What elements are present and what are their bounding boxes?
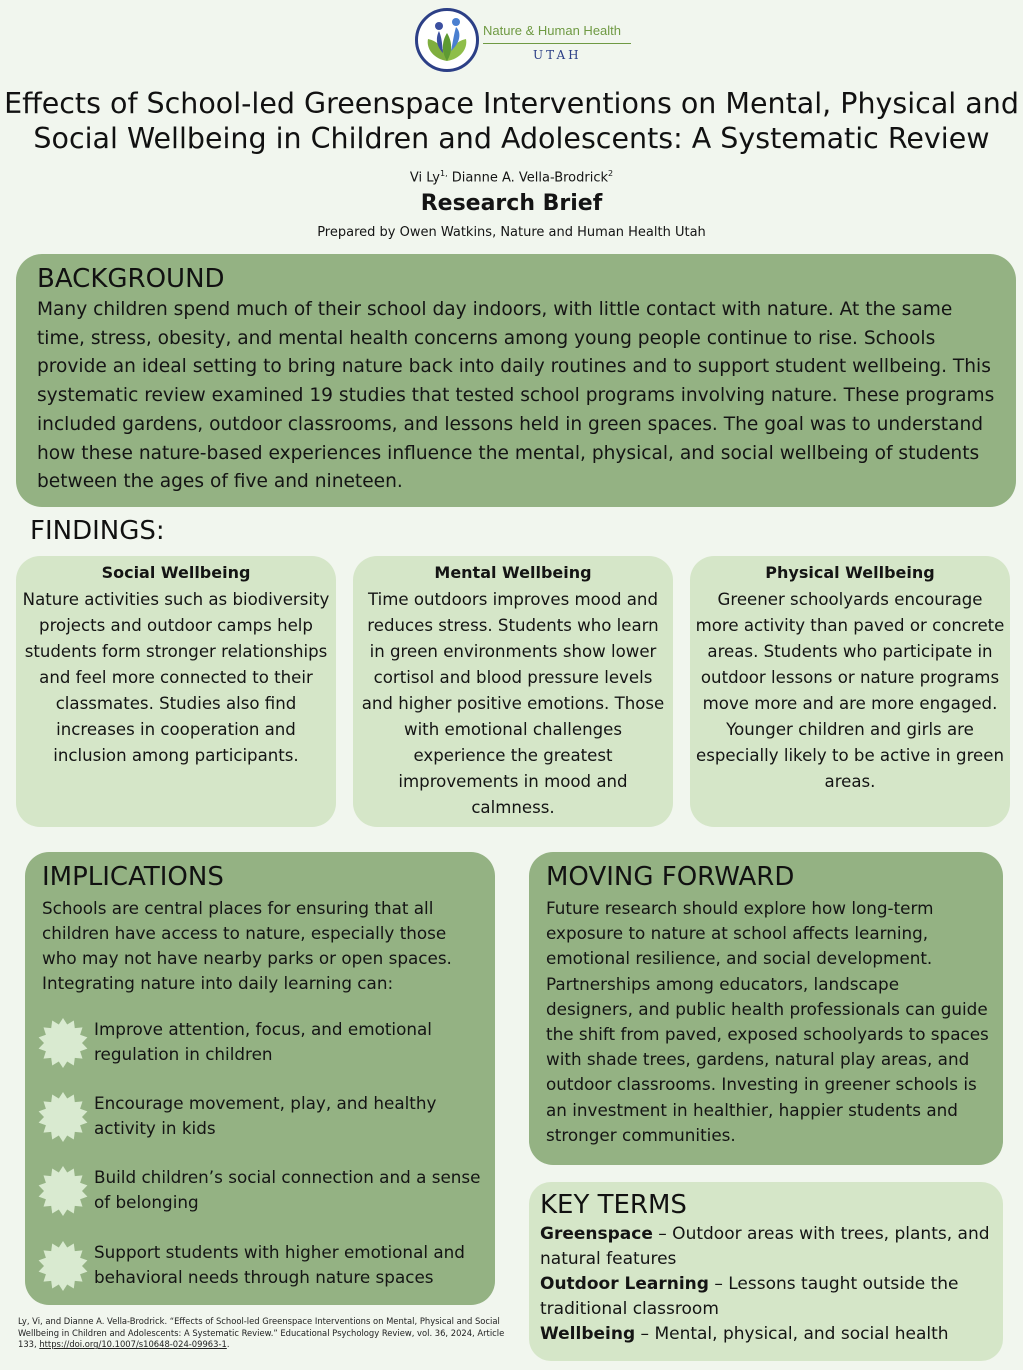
findings-heading: FINDINGS: xyxy=(30,516,165,546)
finding-card-physical xyxy=(690,556,1010,827)
implications-section xyxy=(25,852,495,1305)
finding-card-title: Physical Wellbeing xyxy=(765,563,935,582)
finding-card-social xyxy=(16,556,336,827)
key-terms-section xyxy=(529,1182,1003,1361)
citation-text: Ly, Vi, and Dianne A. Vella-Brodrick. “Effects of School-led Greenspace Interventions on Mental, Physical and Social Wellbeing in Children and Adolescents: A Systematic Review.” Educational Psychology Review, vol. 36, 2024, Article 133, xyxy=(18,1316,505,1350)
logo-emblem-icon xyxy=(415,8,479,72)
implication-text: Build children’s social connection and a sense of belonging xyxy=(94,1167,481,1212)
implication-text: Encourage movement, play, and healthy activity in kids xyxy=(94,1093,437,1138)
moving-forward-section xyxy=(529,852,1003,1165)
background-section xyxy=(16,254,1016,507)
authors xyxy=(0,169,1023,185)
org-state: UTAH xyxy=(533,48,582,62)
finding-card-body: Greener schoolyards encourage more activity than paved or concrete areas. Students who participate in outdoor lessons or nature programs move more and are more engaged. Younger children and girls are especially likely to be active in green areas. xyxy=(695,590,1005,791)
org-name-divider xyxy=(483,43,631,44)
author-1: Vi Ly xyxy=(409,170,440,186)
moving-forward-heading: MOVING FORWARD xyxy=(546,862,795,892)
key-term-item xyxy=(540,1222,991,1272)
moving-forward-body: Future research should explore how long-term exposure to nature at school affects learning, emotional resilience, and social development. Partnerships among educators, landscape designers, and public health professionals can guide the shift from paved, exposed schoolyards to spaces with shade trees, gardens, natural play areas, and outdoor classrooms. Investing in greener schools is an investment in healthier, happier students and stronger communities. xyxy=(546,898,989,1145)
org-logo xyxy=(415,8,640,80)
finding-card-body: Time outdoors improves mood and reduces stress. Students who learn in green environments show lower cortisol and blood pressure levels and higher positive emotions. Those with emotional challenges experience the greatest improvements in mood and calmness. xyxy=(361,590,665,817)
author-2-affiliation: 2 xyxy=(608,169,614,178)
key-term-name: Wellbeing xyxy=(540,1324,636,1344)
key-term-definition: – Outdoor areas with trees, plants, and natural features xyxy=(540,1224,990,1269)
finding-card-body: Nature activities such as biodiversity projects and outdoor camps help students form stronger relationships and feel more connected to their classmates. Studies also find increases in cooperation and inclusion among participants. xyxy=(22,590,330,765)
author-2: Dianne A. Vella-Brodrick xyxy=(451,170,609,186)
key-term-name: Outdoor Learning xyxy=(540,1274,709,1294)
key-term-name: Greenspace xyxy=(540,1224,653,1244)
brief-title: Research Brief xyxy=(420,191,603,216)
background-body: Many children spend much of their school day indoors, with little contact with nature. At the same time, stress, obesity, and mental health concerns among young people continue to rise. Schools provide an ideal setting to bring nature back into daily routines and to support student wellbeing. This systematic review examined 19 studies that tested school programs involving nature. These programs included gardens, outdoor classrooms, and lessons held in green spaces. The goal was to understand how these nature-based experiences influence the mental, physical, and social wellbeing of students between the ages of five and nineteen. xyxy=(37,299,995,493)
citation xyxy=(18,1316,508,1351)
finding-card-title: Social Wellbeing xyxy=(101,563,251,582)
implication-text: Improve attention, focus, and emotional regulation in children xyxy=(94,1019,432,1064)
page-title-line-2: Social Wellbeing in Children and Adolescents: A Systematic Review xyxy=(33,122,990,155)
page-title xyxy=(0,86,1023,156)
key-term-item xyxy=(540,1272,991,1322)
background-heading: BACKGROUND xyxy=(37,264,225,294)
finding-card-title: Mental Wellbeing xyxy=(434,563,592,582)
starburst-icon xyxy=(37,1017,89,1069)
org-name: Nature & Human Health xyxy=(483,23,622,38)
starburst-icon xyxy=(37,1165,89,1217)
starburst-icon xyxy=(37,1240,89,1292)
author-1-affiliation: 1, xyxy=(439,169,448,178)
starburst-icon xyxy=(37,1091,89,1143)
citation-end: . xyxy=(226,1339,230,1350)
key-terms-heading: KEY TERMS xyxy=(540,1190,687,1220)
page-title-line-1: Effects of School-led Greenspace Interventions on Mental, Physical and xyxy=(4,87,1019,120)
prepared-by: Prepared by Owen Watkins, Nature and Human Health Utah xyxy=(317,225,706,240)
key-term-definition: – Mental, physical, and social health xyxy=(635,1324,949,1344)
key-term-item xyxy=(540,1322,991,1347)
key-term-definition: – Lessons taught outside the traditional classroom xyxy=(540,1274,959,1319)
implication-text: Support students with higher emotional and behavioral needs through nature spaces xyxy=(94,1242,465,1287)
finding-card-mental xyxy=(353,556,673,827)
implications-intro: Schools are central places for ensuring that all children have access to nature, especially those who may not have nearby parks or open spaces. Integrating nature into daily learning can: xyxy=(42,898,452,993)
citation-doi-link[interactable]: https://doi.org/10.1007/s10648-024-09963-1 xyxy=(39,1339,227,1350)
implications-heading: IMPLICATIONS xyxy=(42,862,224,892)
